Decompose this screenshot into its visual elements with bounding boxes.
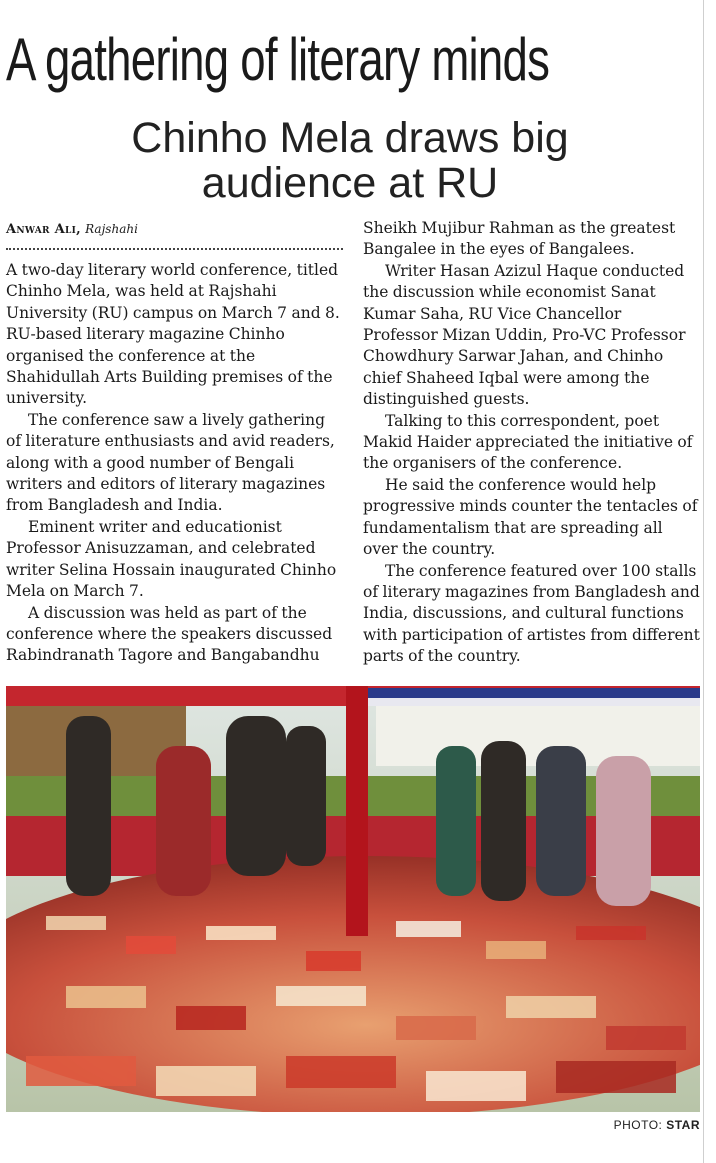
visitor xyxy=(226,716,286,876)
photo-credit-label: PHOTO: xyxy=(613,1118,663,1132)
photo-credit-source: STAR xyxy=(666,1118,700,1132)
subheadline: Chinho Mela draws big audience at RU xyxy=(131,114,569,207)
visitor xyxy=(596,756,651,906)
article-paragraph: Sheikh Mujibur Rahman as the greatest Bangalee in the eyes of Bangalees. xyxy=(363,219,676,259)
visitor xyxy=(286,726,326,866)
article-column-left xyxy=(6,218,343,667)
bunting-flags-lower xyxy=(366,698,700,706)
page-edge xyxy=(703,0,716,1163)
visitor xyxy=(536,746,586,896)
bunting-flags xyxy=(366,688,700,698)
visitor xyxy=(156,746,211,896)
byline-author: Anwar Ali, xyxy=(6,222,81,237)
article-paragraph: The conference saw a lively gathering of literature enthusiasts and avid readers, along with a good number of Bengali writers and editors of literary magazines from Bangladesh and India. xyxy=(6,410,335,515)
article-paragraph: A two-day literary world conference, titled Chinho Mela, was held at Rajshahi University (RU) campus on March 7 and 8. RU-based literary magazine Chinho organised the conference at the Shahidullah Arts Building premises of the university. xyxy=(6,261,340,408)
visitor xyxy=(436,746,476,896)
book-fair-photo xyxy=(6,686,700,1112)
photo-credit xyxy=(614,1118,700,1132)
byline xyxy=(6,218,343,240)
headline: A gathering of literary minds xyxy=(6,26,550,93)
article-paragraph: A discussion was held as part of the conference where the speakers discussed Rabindranath Tagore and Bangabandhu xyxy=(6,603,333,665)
article-paragraph: The conference featured over 100 stalls of literary magazines from Bangladesh and India, discussions, and cultural functions with participation of artistes from different parts of the country. xyxy=(363,561,700,666)
article-paragraph: Talking to this correspondent, poet Makid Haider appreciated the initiative of the organisers of the conference. xyxy=(363,411,693,473)
visitor xyxy=(66,716,111,896)
center-pole xyxy=(346,686,368,936)
byline-location: Rajshahi xyxy=(85,222,138,236)
article-paragraph: Eminent writer and educationist Professor Anisuzzaman, and celebrated writer Selina Hossain inaugurated Chinho Mela on March 7. xyxy=(6,517,337,601)
visitor xyxy=(481,741,526,901)
article-paragraph: He said the conference would help progressive minds counter the tentacles of fundamentalism that are spreading all over the country. xyxy=(363,475,698,559)
article-column-right xyxy=(363,218,700,668)
article-paragraph: Writer Hasan Azizul Haque conducted the discussion while economist Sanat Kumar Saha, RU Vice Chancellor Professor Mizan Uddin, Pro-VC Professor Chowdhury Sarwar Jahan, and Chinho chief Shaheed Iqbal were among the distinguished guests. xyxy=(363,261,686,409)
byline-divider xyxy=(6,248,343,250)
